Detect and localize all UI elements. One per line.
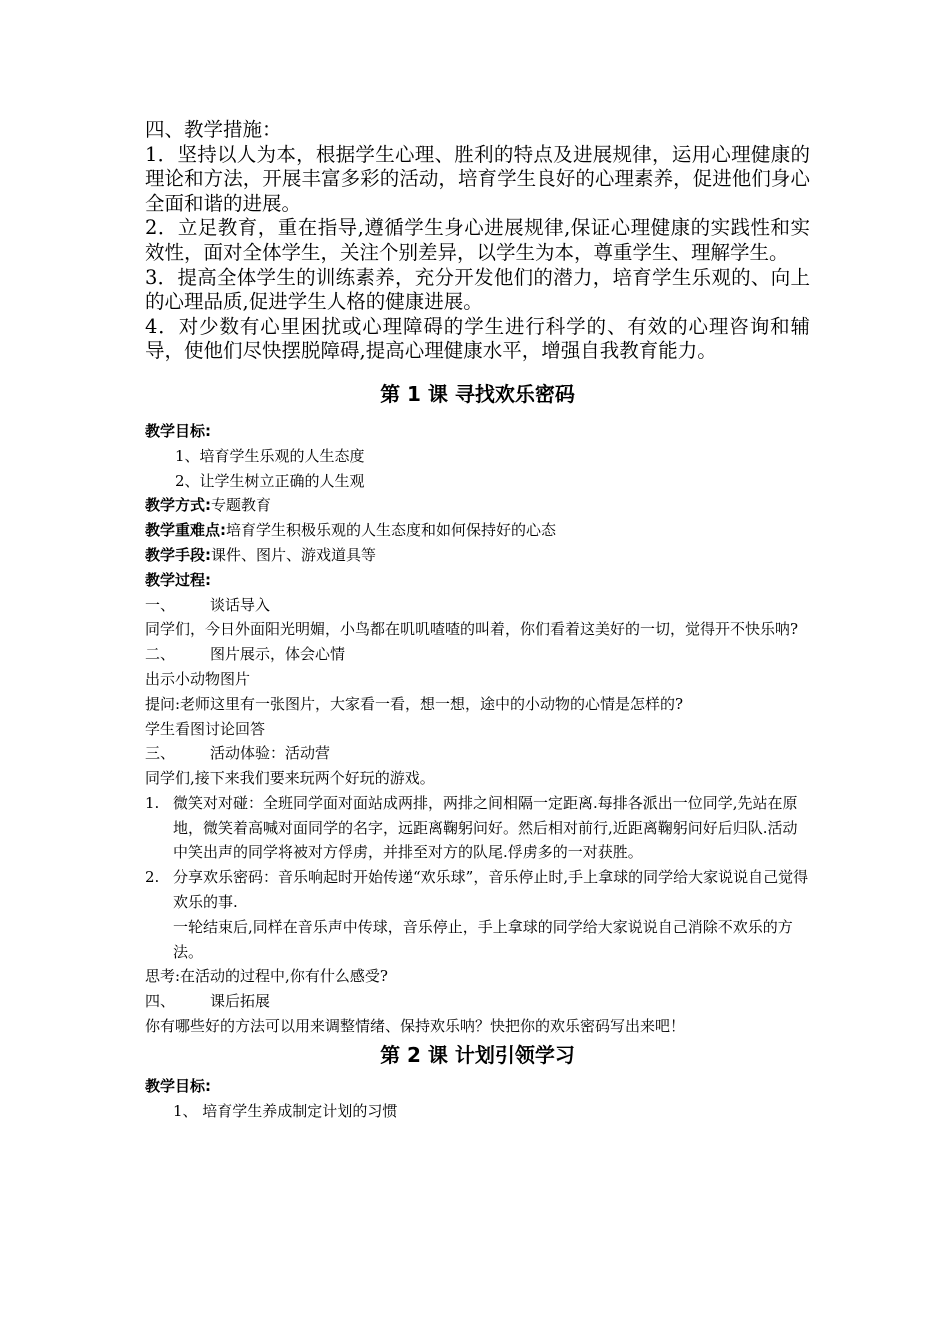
lesson2-goal-label: 教学目标: bbox=[145, 1076, 211, 1095]
section-1-title: 谈话导入 bbox=[210, 595, 271, 614]
measures-heading: 四、教学措施： bbox=[145, 118, 282, 141]
lesson2-goal-1: 1、 培育学生养成制定计划的习惯 bbox=[173, 1101, 398, 1120]
section-2-number: 二、 bbox=[145, 645, 176, 664]
section-3-title: 活动体验：活动营 bbox=[210, 744, 331, 763]
lesson2-title: 第 2 课 计划引领学习 bbox=[380, 1042, 575, 1067]
section-3-heading bbox=[145, 741, 810, 766]
section-2-heading bbox=[145, 642, 810, 667]
section-1-number: 一、 bbox=[145, 595, 176, 614]
game-1-text: 微笑对对碰：全班同学面对面站成两排，两排之间相隔一定距离.每排各派出一位同学,先站在原地，微笑着高喊对面同学的名字，远距离鞠躬问好。然后相对前行,近距离鞠躬问好后归队.活动中笑出声的同学将被对方俘虏，并排至对方的队尾.俘虏多的一对获胜。 bbox=[173, 793, 798, 862]
means-value: 课件、图片、游戏道具等 bbox=[211, 545, 377, 564]
key-value: 培育学生积极乐观的人生态度和如何保持好的心态 bbox=[226, 521, 557, 540]
lesson1-title: 第 1 课 寻找欢乐密码 bbox=[380, 381, 575, 406]
method-value: 专题教育 bbox=[211, 496, 272, 515]
game-2-number: 2. bbox=[145, 868, 160, 887]
lesson1-goal-1: 1、培育学生乐观的人生态度 bbox=[175, 446, 365, 465]
game-item-1 bbox=[145, 791, 810, 865]
measure-item-2: 2．立足教育，重在指导,遵循学生身心进展规律,保证心理健康的实践性和实效性，面对全体学生，关注个别差异，以学生为本，尊重学生、理解学生。 bbox=[145, 216, 810, 264]
method-label: 教学方式: bbox=[145, 496, 211, 515]
section-2-title: 图片展示，体会心情 bbox=[210, 645, 346, 664]
lesson1-key bbox=[145, 518, 810, 543]
section-3-intro: 同学们,接下来我们要来玩两个好玩的游戏。 bbox=[145, 769, 435, 788]
section-2-line-2: 提问:老师这里有一张图片，大家看一看，想一想，途中的小动物的心情是怎样的? bbox=[145, 694, 684, 713]
game-1-number: 1. bbox=[145, 793, 160, 812]
game-2-text: 分享欢乐密码：音乐响起时开始传递“欢乐球”，音乐停止时,手上拿球的同学给大家说说自己觉得欢乐的事. bbox=[173, 868, 809, 912]
measure-item-1: 1．坚持以人为本，根据学生心理、胜利的特点及进展规律，运用心理健康的理论和方法，开展丰富多彩的活动，培育学生良好的心理素养，促进他们身心全面和谐的进展。 bbox=[145, 142, 810, 215]
game-2-continuation: 一轮结束后,同样在音乐声中传球，音乐停止，手上拿球的同学给大家说说自己消除不欢乐的方法。 bbox=[173, 917, 793, 961]
measure-item-4: 4．对少数有心里困扰或心理障碍的学生进行科学的、有效的心理咨询和辅导，使他们尽快摆脱障碍,提高心理健康水平，增强自我教育能力。 bbox=[145, 314, 810, 363]
section-2-line-3: 学生看图讨论回答 bbox=[145, 719, 266, 738]
key-label: 教学重难点: bbox=[145, 521, 226, 540]
section-4-heading bbox=[145, 989, 810, 1014]
section-4-title: 课后拓展 bbox=[210, 992, 271, 1011]
document-page bbox=[145, 118, 810, 1123]
section-4-number: 四、 bbox=[145, 992, 176, 1011]
game-item-2 bbox=[145, 865, 810, 915]
section-1-heading bbox=[145, 593, 810, 618]
means-label: 教学手段: bbox=[145, 545, 211, 564]
lesson1-goal-2: 2、让学生树立正确的人生观 bbox=[175, 471, 365, 490]
section-1-text: 同学们，今日外面阳光明媚，小鸟都在叽叽喳喳的叫着，你们看着这美好的一切，觉得开不快乐呐? bbox=[145, 620, 799, 639]
section-3-number: 三、 bbox=[145, 744, 176, 763]
lesson1-process-label: 教学过程: bbox=[145, 570, 211, 589]
lesson1-method bbox=[145, 493, 810, 518]
lesson1-means bbox=[145, 543, 810, 568]
lesson1-goal-label: 教学目标: bbox=[145, 421, 211, 440]
section-2-line-1: 出示小动物图片 bbox=[145, 669, 251, 688]
section-4-text: 你有哪些好的方法可以用来调整情绪、保持欢乐呐？快把你的欢乐密码写出来吧！ bbox=[145, 1017, 686, 1036]
measure-item-3: 3．提高全体学生的训练素养，充分开发他们的潜力，培育学生乐观的、向上的心理品质,促进学生人格的健康进展。 bbox=[145, 265, 810, 314]
think-line: 思考:在活动的过程中,你有什么感受? bbox=[145, 967, 388, 986]
